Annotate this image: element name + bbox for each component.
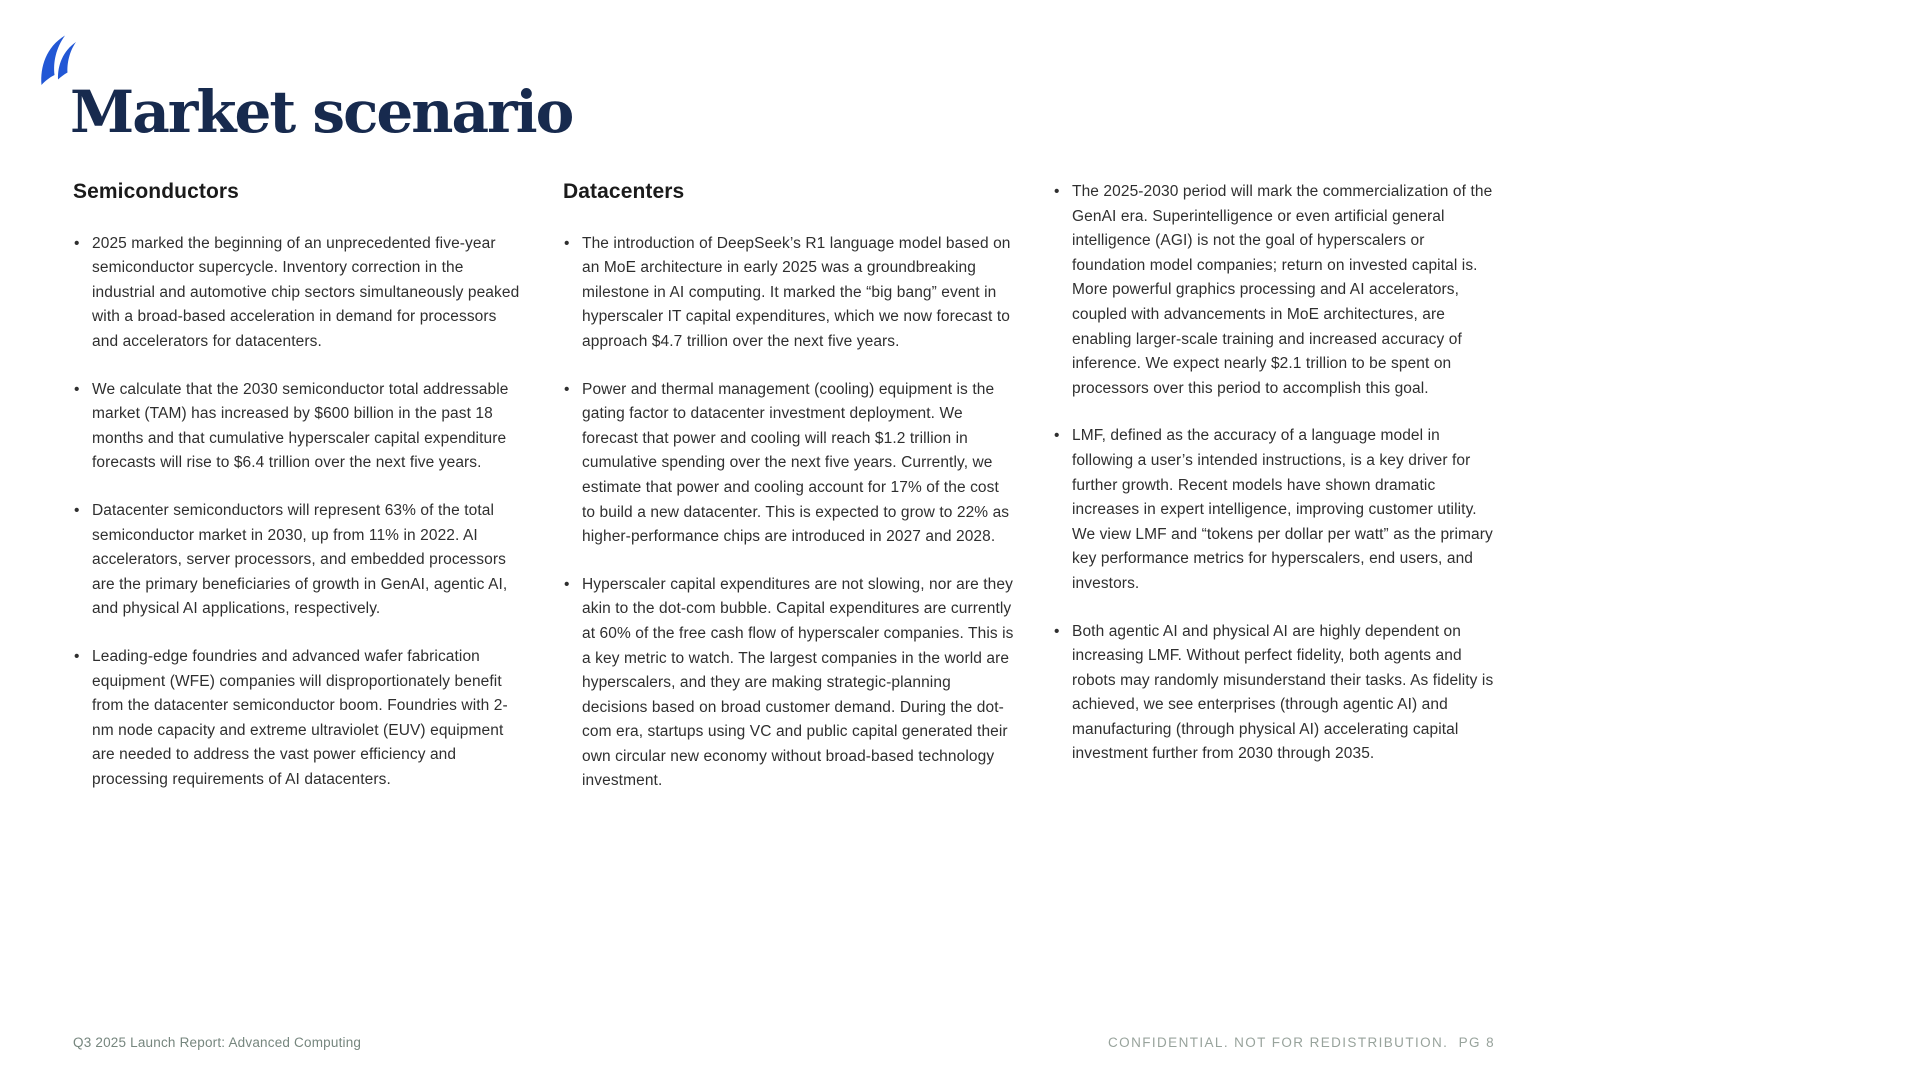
bullet-item: • Power and thermal management (cooling) equipment is the gating factor to datacenter investment deployment. We forecast that power and cooling will reach $1.2 trillion in cumulative spending over the next five years. Currently, we estimate that power and cooling account for 17% of the cost to build a new datacenter. This is expected to grow to 22% as higher-performance chips are introduced in 2027 and 2028. bbox=[563, 378, 1015, 550]
bullet-item: • The 2025-2030 period will mark the commercialization of the GenAI era. Superintelligence or even artificial general intelligence (AGI) is not the goal of hyperscalers or foundation model companies; return on invested capital is. More powerful graphics processing and AI accelerators, coupled with advancements in MoE architectures, are enabling larger-scale training and increased accuracy of inference. We expect nearly $2.1 trillion to be spent on processors over this period to accomplish this goal. bbox=[1053, 180, 1501, 401]
footer-confidential-page-number: CONFIDENTIAL. NOT FOR REDISTRIBUTION. PG 8 bbox=[1108, 1035, 1495, 1050]
bullet-item: • Leading-edge foundries and advanced wafer fabrication equipment (WFE) companies will disproportionately benefit from the datacenter semiconductor boom. Foundries with 2-nm node capacity and extreme ultraviolet (EUV) equipment are needed to address the vast power efficiency and processing requirements of AI datacenters. bbox=[73, 645, 523, 793]
column-heading-semiconductors: Semiconductors bbox=[73, 180, 239, 203]
column-heading-datacenters: Datacenters bbox=[563, 180, 685, 203]
column-datacenters bbox=[563, 180, 1015, 817]
column-outlook bbox=[1053, 180, 1501, 790]
logo-sail-right-icon bbox=[58, 42, 76, 80]
column-semiconductors bbox=[73, 180, 523, 815]
page-title: Market scenario bbox=[70, 78, 573, 146]
outlook-bullet-list bbox=[1053, 180, 1501, 767]
datacenters-bullet-list bbox=[563, 232, 1015, 794]
semiconductors-bullet-list bbox=[73, 232, 523, 793]
bullet-item: • The introduction of DeepSeek’s R1 language model based on an MoE architecture in early 2025 was a groundbreaking milestone in AI computing. It marked the “big bang” event in hyperscaler IT capital expenditures, which we now forecast to approach $4.7 trillion over the next five years. bbox=[563, 232, 1015, 355]
bullet-item: • Datacenter semiconductors will represent 63% of the total semiconductor market in 2030, up from 11% in 2022. AI accelerators, server processors, and embedded processors are the primary beneficiaries of growth in GenAI, agentic AI, and physical AI applications, respectively. bbox=[73, 499, 523, 622]
bullet-item: • We calculate that the 2030 semiconductor total addressable market (TAM) has increased by $600 billion in the past 18 months and that cumulative hyperscaler capital expenditure forecasts will rise to $6.4 trillion over the next five years. bbox=[73, 378, 523, 476]
bullet-item: • Hyperscaler capital expenditures are not slowing, nor are they akin to the dot-com bubble. Capital expenditures are currently at 60% of the free cash flow of hyperscaler companies. This is a key metric to watch. The largest companies in the world are hyperscalers, and they are making strategic-planning decisions based on broad customer demand. During the dot-com era, startups using VC and public capital generated their own circular new economy without broad-based technology investment. bbox=[563, 573, 1015, 794]
bullet-item: • Both agentic AI and physical AI are highly dependent on increasing LMF. Without perfect fidelity, both agents and robots may randomly misunderstand their tasks. As fidelity is achieved, we see enterprises (through agentic AI) and manufacturing (through physical AI) accelerating capital investment further from 2030 through 2035. bbox=[1053, 620, 1501, 768]
bullet-item: • 2025 marked the beginning of an unprecedented five-year semiconductor supercycle. Inventory correction in the industrial and automotive chip sectors simultaneously peaked with a broad-based acceleration in demand for processors and accelerators for datacenters. bbox=[73, 232, 523, 355]
footer-report-title: Q3 2025 Launch Report: Advanced Computing bbox=[73, 1035, 362, 1050]
bullet-item: • LMF, defined as the accuracy of a language model in following a user’s intended instructions, is a key driver for further growth. Recent models have shown dramatic increases in expert intelligence, improving customer utility. We view LMF and “tokens per dollar per watt” as the primary key performance metrics for hyperscalers, end users, and investors. bbox=[1053, 424, 1501, 596]
